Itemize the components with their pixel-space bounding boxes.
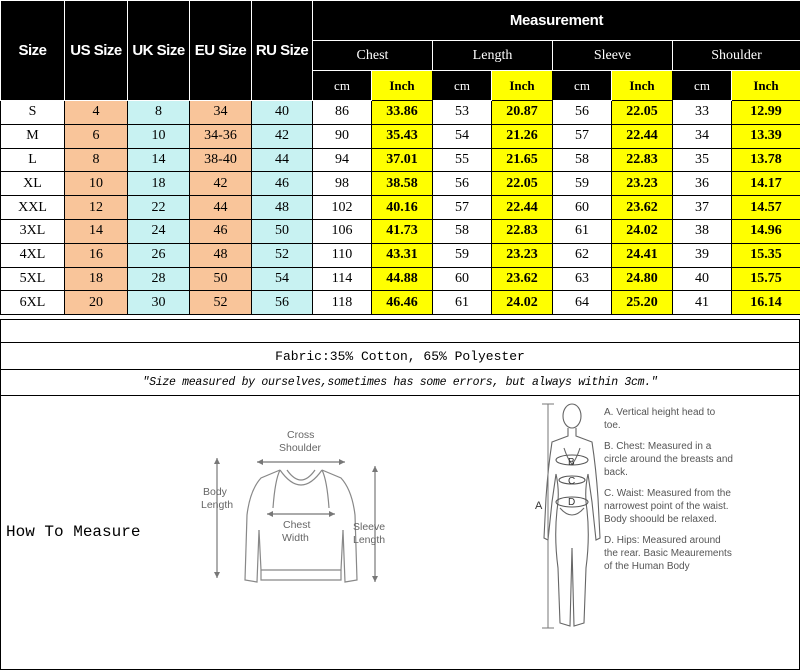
spacer-row <box>0 319 800 343</box>
cell-eu: 34-36 <box>190 124 252 148</box>
cell-uk: 10 <box>128 124 190 148</box>
cell-eu: 46 <box>190 219 252 243</box>
cell-sleeve-in: 24.80 <box>612 267 673 291</box>
body-label-b: B <box>568 457 575 468</box>
cell-sleeve-in: 23.62 <box>612 196 673 220</box>
label-body: Body <box>203 486 227 498</box>
cell-chest-cm: 102 <box>313 196 372 220</box>
table-row <box>1 219 800 243</box>
cell-sleeve-in: 22.83 <box>612 148 673 172</box>
table-row <box>1 196 800 220</box>
cell-size: 6XL <box>1 291 65 315</box>
header-chest: Chest <box>313 41 433 71</box>
cell-sleeve-cm: 60 <box>553 196 612 220</box>
cell-uk: 8 <box>128 101 190 125</box>
cell-sleeve-cm: 64 <box>553 291 612 315</box>
cell-uk: 14 <box>128 148 190 172</box>
cell-chest-in: 37.01 <box>372 148 433 172</box>
cell-chest-cm: 90 <box>313 124 372 148</box>
cell-shoulder-cm: 37 <box>673 196 732 220</box>
cell-shoulder-cm: 34 <box>673 124 732 148</box>
cell-us: 16 <box>65 243 128 267</box>
body-diagram <box>530 398 605 638</box>
cell-chest-cm: 98 <box>313 172 372 196</box>
cell-us: 20 <box>65 291 128 315</box>
cell-length-cm: 54 <box>433 124 492 148</box>
cell-shoulder-cm: 35 <box>673 148 732 172</box>
cell-ru: 52 <box>252 243 313 267</box>
cell-length-cm: 61 <box>433 291 492 315</box>
cell-shoulder-cm: 41 <box>673 291 732 315</box>
cell-shoulder-in: 14.96 <box>732 219 800 243</box>
header-shoulder: Shoulder <box>673 41 800 71</box>
legend-c: C. Waist: Measured from the narrowest point of the waist. Body shoould be relaxed. <box>604 488 731 525</box>
measurement-legend <box>604 406 734 581</box>
label-cross: Cross <box>287 429 315 441</box>
cell-sleeve-in: 23.23 <box>612 172 673 196</box>
header-measurement: Measurement <box>313 1 800 41</box>
header-sleeve-cm: cm <box>553 71 612 101</box>
cell-length-in: 22.05 <box>492 172 553 196</box>
how-to-measure-label: How To Measure <box>6 523 141 541</box>
header-shoulder-inch: Inch <box>732 71 800 101</box>
cell-chest-in: 44.88 <box>372 267 433 291</box>
cell-us: 6 <box>65 124 128 148</box>
cell-ru: 46 <box>252 172 313 196</box>
size-rows <box>1 101 800 315</box>
cell-us: 4 <box>65 101 128 125</box>
cell-chest-cm: 114 <box>313 267 372 291</box>
table-row <box>1 243 800 267</box>
cell-size: 5XL <box>1 267 65 291</box>
header-uk-size: UK Size <box>128 1 190 101</box>
body-label-d: D <box>568 497 576 508</box>
cell-length-cm: 56 <box>433 172 492 196</box>
cell-uk: 28 <box>128 267 190 291</box>
cell-sleeve-cm: 59 <box>553 172 612 196</box>
label-shoulder: Shoulder <box>279 442 322 454</box>
cell-uk: 26 <box>128 243 190 267</box>
cell-sleeve-in: 24.41 <box>612 243 673 267</box>
cell-sleeve-in: 22.44 <box>612 124 673 148</box>
cell-size: S <box>1 101 65 125</box>
cell-length-in: 22.44 <box>492 196 553 220</box>
cell-length-in: 23.23 <box>492 243 553 267</box>
cell-chest-cm: 86 <box>313 101 372 125</box>
header-sleeve: Sleeve <box>553 41 673 71</box>
legend-b: B. Chest: Measured in a circle around the breasts and back. <box>604 441 733 478</box>
cell-length-in: 21.26 <box>492 124 553 148</box>
cell-chest-in: 41.73 <box>372 219 433 243</box>
cell-chest-in: 43.31 <box>372 243 433 267</box>
body-label-c: C <box>568 476 576 487</box>
cell-shoulder-in: 13.39 <box>732 124 800 148</box>
fabric-info: Fabric:35% Cotton, 65% Polyester <box>0 343 800 370</box>
cell-eu: 48 <box>190 243 252 267</box>
cell-shoulder-in: 15.35 <box>732 243 800 267</box>
cell-us: 12 <box>65 196 128 220</box>
cell-shoulder-cm: 33 <box>673 101 732 125</box>
cell-length-cm: 57 <box>433 196 492 220</box>
cell-chest-cm: 110 <box>313 243 372 267</box>
cell-chest-cm: 106 <box>313 219 372 243</box>
cell-chest-in: 46.46 <box>372 291 433 315</box>
header-ru-size: RU Size <box>252 1 313 101</box>
header-chest-cm: cm <box>313 71 372 101</box>
header-size: Size <box>1 1 65 101</box>
label-sleeve-length: Length <box>353 534 386 546</box>
shirt-diagram <box>195 420 400 600</box>
header-us-size: US Size <box>65 1 128 101</box>
cell-sleeve-cm: 57 <box>553 124 612 148</box>
cell-sleeve-cm: 62 <box>553 243 612 267</box>
cell-shoulder-cm: 38 <box>673 219 732 243</box>
cell-length-in: 23.62 <box>492 267 553 291</box>
cell-ru: 44 <box>252 148 313 172</box>
cell-length-cm: 55 <box>433 148 492 172</box>
cell-ru: 40 <box>252 101 313 125</box>
cell-sleeve-in: 22.05 <box>612 101 673 125</box>
cell-shoulder-in: 14.57 <box>732 196 800 220</box>
cell-eu: 34 <box>190 101 252 125</box>
cell-shoulder-in: 15.75 <box>732 267 800 291</box>
cell-sleeve-in: 24.02 <box>612 219 673 243</box>
table-row <box>1 101 800 125</box>
legend-d: D. Hips: Measured around the rear. Basic Meaurements of the Human Body <box>604 535 732 572</box>
measurement-note: "Size measured by ourselves,sometimes has some errors, but always within 3cm." <box>0 370 800 396</box>
cell-length-in: 21.65 <box>492 148 553 172</box>
cell-chest-in: 33.86 <box>372 101 433 125</box>
header-length: Length <box>433 41 553 71</box>
header-length-cm: cm <box>433 71 492 101</box>
cell-uk: 24 <box>128 219 190 243</box>
cell-size: 3XL <box>1 219 65 243</box>
header-sleeve-inch: Inch <box>612 71 673 101</box>
cell-shoulder-in: 16.14 <box>732 291 800 315</box>
table-row <box>1 291 800 315</box>
cell-eu: 52 <box>190 291 252 315</box>
cell-us: 8 <box>65 148 128 172</box>
table-row <box>1 267 800 291</box>
cell-length-in: 20.87 <box>492 101 553 125</box>
label-width: Width <box>282 532 309 544</box>
header-eu-size: EU Size <box>190 1 252 101</box>
cell-shoulder-cm: 40 <box>673 267 732 291</box>
cell-shoulder-in: 13.78 <box>732 148 800 172</box>
header-shoulder-cm: cm <box>673 71 732 101</box>
cell-shoulder-in: 14.17 <box>732 172 800 196</box>
cell-ru: 50 <box>252 219 313 243</box>
cell-length-in: 22.83 <box>492 219 553 243</box>
cell-chest-cm: 94 <box>313 148 372 172</box>
cell-ru: 48 <box>252 196 313 220</box>
cell-ru: 56 <box>252 291 313 315</box>
label-chest: Chest <box>283 519 311 531</box>
cell-chest-in: 35.43 <box>372 124 433 148</box>
cell-shoulder-in: 12.99 <box>732 101 800 125</box>
cell-size: M <box>1 124 65 148</box>
cell-chest-in: 40.16 <box>372 196 433 220</box>
body-label-a: A <box>535 500 543 512</box>
cell-sleeve-in: 25.20 <box>612 291 673 315</box>
header-length-inch: Inch <box>492 71 553 101</box>
cell-uk: 18 <box>128 172 190 196</box>
cell-us: 14 <box>65 219 128 243</box>
cell-chest-cm: 118 <box>313 291 372 315</box>
cell-us: 10 <box>65 172 128 196</box>
cell-sleeve-cm: 63 <box>553 267 612 291</box>
cell-eu: 44 <box>190 196 252 220</box>
table-row <box>1 172 800 196</box>
cell-sleeve-cm: 58 <box>553 148 612 172</box>
cell-size: XL <box>1 172 65 196</box>
cell-eu: 50 <box>190 267 252 291</box>
table-row <box>1 148 800 172</box>
cell-ru: 42 <box>252 124 313 148</box>
size-chart-table <box>0 0 800 315</box>
cell-shoulder-cm: 36 <box>673 172 732 196</box>
header-chest-inch: Inch <box>372 71 433 101</box>
cell-size: 4XL <box>1 243 65 267</box>
cell-size: L <box>1 148 65 172</box>
cell-sleeve-cm: 56 <box>553 101 612 125</box>
cell-chest-in: 38.58 <box>372 172 433 196</box>
cell-length-cm: 60 <box>433 267 492 291</box>
cell-uk: 22 <box>128 196 190 220</box>
legend-a: A. Vertical height head to toe. <box>604 407 716 431</box>
cell-length-cm: 59 <box>433 243 492 267</box>
cell-size: XXL <box>1 196 65 220</box>
cell-ru: 54 <box>252 267 313 291</box>
cell-us: 18 <box>65 267 128 291</box>
cell-eu: 42 <box>190 172 252 196</box>
table-row <box>1 124 800 148</box>
cell-shoulder-cm: 39 <box>673 243 732 267</box>
cell-length-in: 24.02 <box>492 291 553 315</box>
cell-eu: 38-40 <box>190 148 252 172</box>
label-sleeve: Sleeve <box>353 521 386 533</box>
cell-uk: 30 <box>128 291 190 315</box>
cell-length-cm: 53 <box>433 101 492 125</box>
label-body-length: Length <box>201 499 234 511</box>
cell-length-cm: 58 <box>433 219 492 243</box>
cell-sleeve-cm: 61 <box>553 219 612 243</box>
